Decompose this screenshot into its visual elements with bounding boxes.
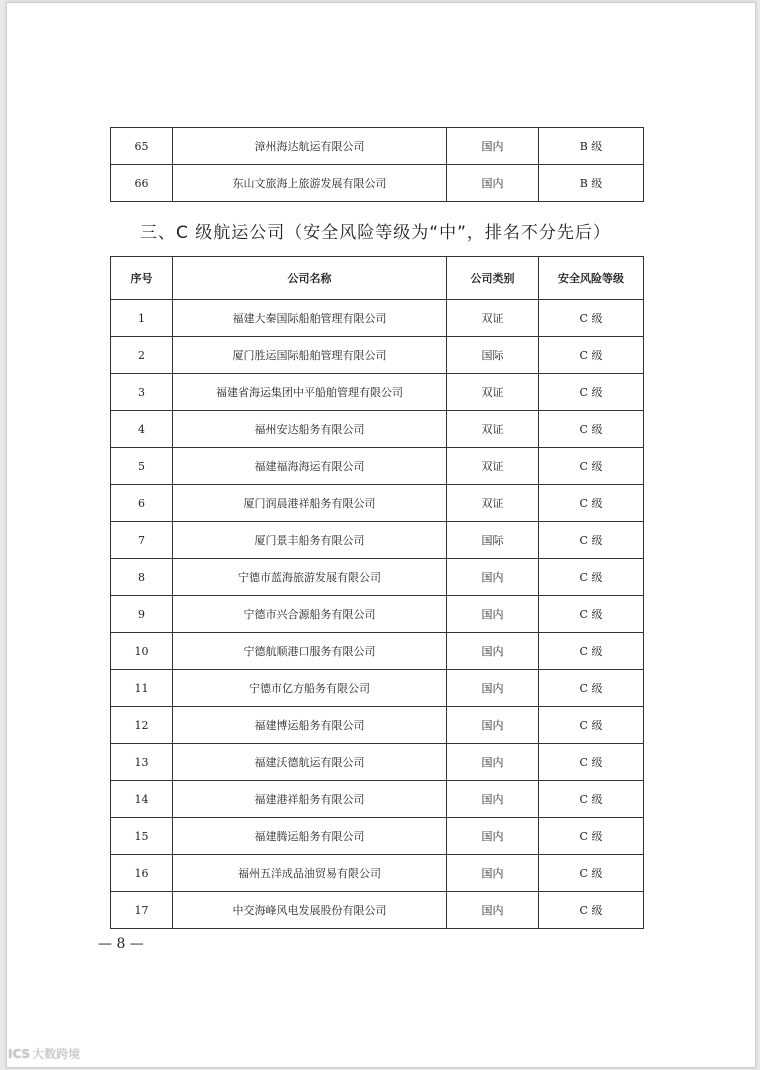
cell-company-name: 福州五洋成品油贸易有限公司 bbox=[173, 855, 447, 892]
cell-no: 7 bbox=[111, 522, 173, 559]
cell-company-name: 宁德市亿方船务有限公司 bbox=[173, 670, 447, 707]
table-row bbox=[111, 707, 644, 744]
cell-risk-level: B 级 bbox=[539, 128, 644, 165]
cell-risk-level: C 级 bbox=[539, 559, 644, 596]
cell-company-type: 国内 bbox=[447, 892, 539, 929]
cell-no: 14 bbox=[111, 781, 173, 818]
table-row bbox=[111, 596, 644, 633]
cell-company-type: 国内 bbox=[447, 744, 539, 781]
cell-risk-level: C 级 bbox=[539, 485, 644, 522]
cell-no: 66 bbox=[111, 165, 173, 202]
cell-no: 13 bbox=[111, 744, 173, 781]
cell-risk-level: C 级 bbox=[539, 411, 644, 448]
table-row bbox=[111, 892, 644, 929]
table-header-row bbox=[111, 257, 644, 300]
cell-risk-level: C 级 bbox=[539, 818, 644, 855]
cell-no: 15 bbox=[111, 818, 173, 855]
cell-company-type: 国内 bbox=[447, 670, 539, 707]
cell-no: 2 bbox=[111, 337, 173, 374]
section-heading: 三、C 级航运公司（安全风险等级为“中”，排名不分先后） bbox=[140, 223, 611, 243]
cell-no: 4 bbox=[111, 411, 173, 448]
header-company-name: 公司名称 bbox=[173, 257, 447, 300]
cell-company-type: 国内 bbox=[447, 818, 539, 855]
cell-no: 11 bbox=[111, 670, 173, 707]
cell-company-name: 厦门景丰船务有限公司 bbox=[173, 522, 447, 559]
cell-company-name: 东山文旅海上旅游发展有限公司 bbox=[173, 165, 447, 202]
cell-no: 5 bbox=[111, 448, 173, 485]
cell-company-name: 福建港祥船务有限公司 bbox=[173, 781, 447, 818]
table-row bbox=[111, 633, 644, 670]
cell-company-type: 双证 bbox=[447, 485, 539, 522]
cell-no: 6 bbox=[111, 485, 173, 522]
table-row bbox=[111, 448, 644, 485]
cell-no: 3 bbox=[111, 374, 173, 411]
table-row bbox=[111, 522, 644, 559]
table-row bbox=[111, 855, 644, 892]
cell-no: 65 bbox=[111, 128, 173, 165]
table-row bbox=[111, 559, 644, 596]
cell-company-name: 福建博运船务有限公司 bbox=[173, 707, 447, 744]
header-company-type: 公司类别 bbox=[447, 257, 539, 300]
cell-company-type: 国内 bbox=[447, 596, 539, 633]
cell-no: 16 bbox=[111, 855, 173, 892]
cell-company-name: 福建福海海运有限公司 bbox=[173, 448, 447, 485]
cell-company-name: 宁德航顺港口服务有限公司 bbox=[173, 633, 447, 670]
watermark-text: 大数跨境 bbox=[32, 1047, 81, 1061]
watermark bbox=[8, 1045, 80, 1062]
table-row bbox=[111, 485, 644, 522]
table-row bbox=[111, 411, 644, 448]
table-row bbox=[111, 300, 644, 337]
table-row bbox=[111, 165, 644, 202]
cell-company-name: 厦门润晨港祥船务有限公司 bbox=[173, 485, 447, 522]
cell-risk-level: C 级 bbox=[539, 633, 644, 670]
cell-risk-level: C 级 bbox=[539, 448, 644, 485]
cell-company-name: 福建腾运船务有限公司 bbox=[173, 818, 447, 855]
cell-no: 12 bbox=[111, 707, 173, 744]
cell-risk-level: C 级 bbox=[539, 781, 644, 818]
cell-risk-level: C 级 bbox=[539, 670, 644, 707]
table-row bbox=[111, 818, 644, 855]
cell-company-type: 国内 bbox=[447, 128, 539, 165]
table-row bbox=[111, 670, 644, 707]
cell-company-type: 双证 bbox=[447, 374, 539, 411]
table-row bbox=[111, 781, 644, 818]
cell-company-type: 国内 bbox=[447, 781, 539, 818]
page-number: — 8 — bbox=[98, 936, 144, 952]
cell-no: 10 bbox=[111, 633, 173, 670]
cell-company-type: 国内 bbox=[447, 633, 539, 670]
cell-company-name: 福建沃德航运有限公司 bbox=[173, 744, 447, 781]
cell-risk-level: C 级 bbox=[539, 744, 644, 781]
cell-company-type: 国内 bbox=[447, 559, 539, 596]
cell-no: 8 bbox=[111, 559, 173, 596]
header-risk-level: 安全风险等级 bbox=[539, 257, 644, 300]
cell-no: 1 bbox=[111, 300, 173, 337]
cell-company-type: 国际 bbox=[447, 522, 539, 559]
cell-company-type: 双证 bbox=[447, 448, 539, 485]
cell-risk-level: C 级 bbox=[539, 892, 644, 929]
cell-risk-level: C 级 bbox=[539, 855, 644, 892]
cell-company-name: 宁德市蓝海旅游发展有限公司 bbox=[173, 559, 447, 596]
cell-risk-level: C 级 bbox=[539, 337, 644, 374]
watermark-logo: ICS bbox=[8, 1047, 31, 1061]
cell-company-type: 双证 bbox=[447, 411, 539, 448]
cell-company-name: 福州安达船务有限公司 bbox=[173, 411, 447, 448]
header-no: 序号 bbox=[111, 257, 173, 300]
cell-no: 9 bbox=[111, 596, 173, 633]
cell-company-type: 国内 bbox=[447, 165, 539, 202]
table-row bbox=[111, 744, 644, 781]
cell-company-name: 福建省海运集团中平船舶管理有限公司 bbox=[173, 374, 447, 411]
cell-company-name: 福建大秦国际船舶管理有限公司 bbox=[173, 300, 447, 337]
table-row bbox=[111, 128, 644, 165]
table-row bbox=[111, 374, 644, 411]
top-table-b-level bbox=[110, 127, 644, 202]
cell-risk-level: C 级 bbox=[539, 374, 644, 411]
cell-company-name: 中交海峰风电发展股份有限公司 bbox=[173, 892, 447, 929]
cell-risk-level: C 级 bbox=[539, 707, 644, 744]
cell-company-name: 漳州海达航运有限公司 bbox=[173, 128, 447, 165]
cell-company-type: 国内 bbox=[447, 707, 539, 744]
cell-risk-level: C 级 bbox=[539, 300, 644, 337]
cell-risk-level: C 级 bbox=[539, 596, 644, 633]
cell-company-type: 双证 bbox=[447, 300, 539, 337]
cell-company-name: 宁德市兴合源船务有限公司 bbox=[173, 596, 447, 633]
cell-company-name: 厦门胜运国际船舶管理有限公司 bbox=[173, 337, 447, 374]
cell-company-type: 国际 bbox=[447, 337, 539, 374]
cell-no: 17 bbox=[111, 892, 173, 929]
c-level-company-table bbox=[110, 256, 644, 929]
table-row bbox=[111, 337, 644, 374]
cell-company-type: 国内 bbox=[447, 855, 539, 892]
cell-risk-level: C 级 bbox=[539, 522, 644, 559]
cell-risk-level: B 级 bbox=[539, 165, 644, 202]
